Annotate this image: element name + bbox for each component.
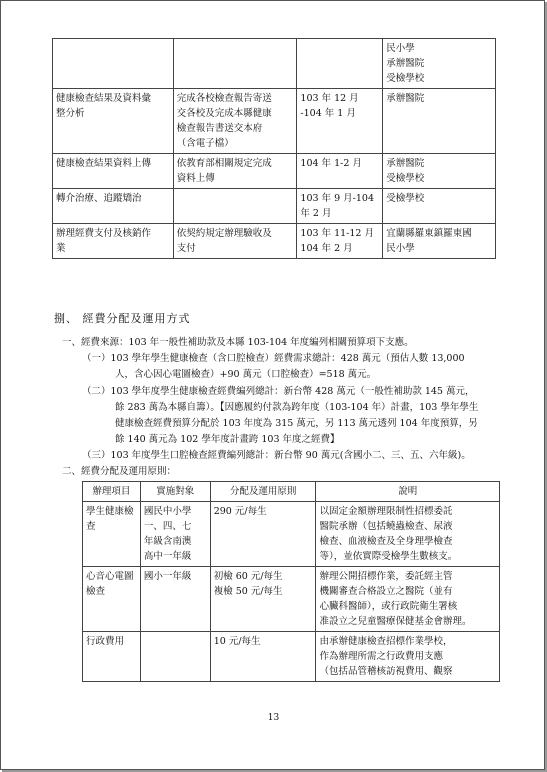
table-cell [316, 502, 500, 567]
table-cell [53, 89, 174, 154]
cell-text-line: 宜蘭縣羅東鎮羅東國 [386, 228, 472, 239]
allocation-principles-heading: 二、經費分配及運用原則： [62, 466, 177, 477]
table-cell [210, 632, 316, 682]
table-cell [297, 189, 383, 224]
cell-text-line: 心音心電圖 [86, 571, 134, 582]
cell-text-line: 行政費用 [86, 636, 125, 647]
cell-text-line: 健康檢查結果資料上傳 [56, 158, 152, 169]
cell-text-line: 依教育部相關規定完成 [176, 158, 272, 169]
schedule-row [53, 189, 496, 224]
table-cell [316, 567, 500, 632]
table-cell [173, 154, 297, 189]
cell-text-line: 10 元/每生 [213, 636, 261, 647]
table-cell [140, 567, 210, 632]
cell-text-line: （含電子檔） [176, 138, 234, 149]
cell-text-line: 受檢學校 [386, 193, 425, 204]
cell-text-line: 資料上傳 [176, 173, 215, 184]
cell-text-line: 整分析 [56, 108, 85, 119]
cell-text-line: 心臟科醫師），或行政院衛生署核 [319, 601, 458, 612]
table-cell [297, 224, 383, 259]
item-2-line-1: （二）103 學年度學生健康檢查經費編列總計：新台幣 428 萬元（一般性補助款 145 萬元， [82, 386, 475, 397]
cell-text-line: 支付 [176, 243, 196, 254]
table-cell [297, 89, 383, 154]
table-cell [383, 154, 496, 189]
table-cell [297, 154, 383, 189]
cell-text-line: 交各校及完成本縣健康 [176, 108, 272, 119]
header-principle: 分配及運用原則 [210, 482, 316, 502]
table-cell [210, 502, 316, 567]
cell-text-line: 國民中小學 [143, 506, 192, 517]
cell-text-line: 民小學 [386, 243, 415, 254]
cell-text-line: 健康檢查結果及資料彙 [56, 93, 152, 104]
cell-text-line: 業 [56, 243, 66, 254]
cell-text-line: 一、四、七 [143, 521, 192, 532]
cell-text-line: 103 年 9 月-104 [300, 193, 374, 204]
allocation-table [82, 481, 500, 682]
cell-text-line: 學生健康檢 [86, 506, 134, 517]
cell-text-line: 查 [86, 521, 96, 532]
cell-text-line: 受檢學校 [386, 73, 425, 84]
cell-text-line: 年級含南澳 [143, 536, 192, 547]
cell-text-line: 以固定金額辦理限制性招標委託 [319, 506, 453, 517]
cell-text-line: 承辦醫院 [386, 58, 425, 69]
table-cell [173, 224, 297, 259]
cell-text-line: 依契約規定辦理驗收及 [176, 228, 272, 239]
cell-text-line: 103 年 11-12 月 [300, 228, 374, 239]
allocation-row [83, 502, 500, 567]
table-cell [140, 502, 210, 567]
section-title: 捌、 經費分配及運用方式 [54, 312, 191, 325]
table-cell [210, 567, 316, 632]
table-cell [173, 189, 297, 224]
cell-text-line: -104 年 1 月 [300, 108, 356, 119]
cell-text-line: 辦理經費支付及核銷作 [56, 228, 152, 239]
cell-text-line: 完成各校檢查報告寄送 [176, 93, 272, 104]
cell-text-line: 民小學 [386, 43, 415, 54]
cell-text-line: 機關審查合格設立之醫院（並有 [319, 586, 453, 597]
cell-text-line: 檢查報告書送交本府 [176, 123, 263, 134]
table-cell [83, 502, 141, 567]
cell-text-line: 由承辦健康檢查招標作業學校， [319, 636, 453, 647]
schedule-table [52, 38, 496, 259]
header-description: 說明 [316, 482, 500, 502]
cell-text-line: 等），並依實際受檢學生數核支。 [319, 551, 458, 562]
item-2-line-4: 餘 140 萬元為 102 學年度計畫跨 103 年度之經費】 [115, 434, 340, 445]
funding-source-text: 一、經費來源：103 年一般性補助款及本縣 103-104 年度編列相關預算項下支應。 [62, 337, 414, 348]
allocation-row [83, 632, 500, 682]
cell-text-line: 國小一年級 [143, 571, 192, 582]
schedule-row [53, 154, 496, 189]
cell-text-line: 作為辦理所需之行政費用支應 [319, 651, 443, 662]
cell-text-line: 准設立之兒童醫療保健基金會辦理。 [319, 616, 472, 627]
schedule-row [53, 39, 496, 89]
schedule-row [53, 89, 496, 154]
item-2-line-2: 餘 283 萬為本縣自籌）。【因應履約付款為跨年度（103-104 年）計畫，103 學年學生 [115, 402, 479, 413]
table-cell [297, 39, 383, 89]
cell-text-line: 複檢 50 元/每生 [213, 586, 283, 597]
table-cell [140, 632, 210, 682]
cell-text-line: 高中一年級 [143, 551, 192, 562]
cell-text-line: 檢查 [86, 586, 106, 597]
table-cell [83, 567, 141, 632]
cell-text-line: 104 年 2 月 [300, 243, 353, 254]
table-cell [53, 39, 174, 89]
cell-text-line: 轉介治療、追蹤矯治 [56, 193, 142, 204]
cell-text-line: 承辦醫院 [386, 158, 425, 169]
table-cell [173, 89, 297, 154]
table-cell [83, 632, 141, 682]
table-cell [53, 154, 174, 189]
cell-text-line: 103 年 12 月 [300, 93, 359, 104]
item-3-line: （三）103 年度學生口腔檢查經費編列總計：新台幣 90 萬元(含國小二、三、五、六年級)。 [82, 450, 471, 461]
cell-text-line: 檢查、血液檢查及全身理學檢查 [319, 536, 453, 547]
allocation-row [83, 567, 500, 632]
table-cell [53, 189, 174, 224]
table-cell [383, 189, 496, 224]
schedule-row [53, 224, 496, 259]
cell-text-line: 承辦醫院 [386, 93, 425, 104]
cell-text-line: 初檢 60 元/每生 [213, 571, 283, 582]
table-cell [53, 224, 174, 259]
table-cell [316, 632, 500, 682]
cell-text-line: 醫院承辦（包括蟯蟲檢查、尿液 [319, 521, 453, 532]
table-cell [383, 89, 496, 154]
item-1-line-2: 人，含心因心電圖檢查）+90 萬元（口腔檢查）=518 萬元。 [115, 369, 377, 380]
cell-text-line: 年 2 月 [300, 208, 332, 219]
table-cell [173, 39, 297, 89]
cell-text-line: 104 年 1-2 月 [300, 158, 362, 169]
table-cell [383, 224, 496, 259]
header-item: 辦理項目 [83, 482, 141, 502]
cell-text-line: 受檢學校 [386, 173, 425, 184]
item-2-line-3: 健康檢查經費預算分配於 103 年度為 315 萬元，另 113 萬元透列 104 年度預算，另 [115, 418, 478, 429]
page-number: 13 [267, 713, 280, 723]
cell-text-line: 辦理公開招標作業，委託經主管 [319, 571, 453, 582]
table-cell [383, 39, 496, 89]
cell-text-line: （包括品管稽核訪視費用、觀察 [319, 666, 453, 677]
header-target: 實施對象 [140, 482, 210, 502]
item-1-line-1: （一）103 學年學生健康檢查（含口腔檢查）經費需求總計：428 萬元（預估人數 13,000 [82, 353, 465, 364]
cell-text-line: 290 元/每生 [213, 506, 267, 517]
